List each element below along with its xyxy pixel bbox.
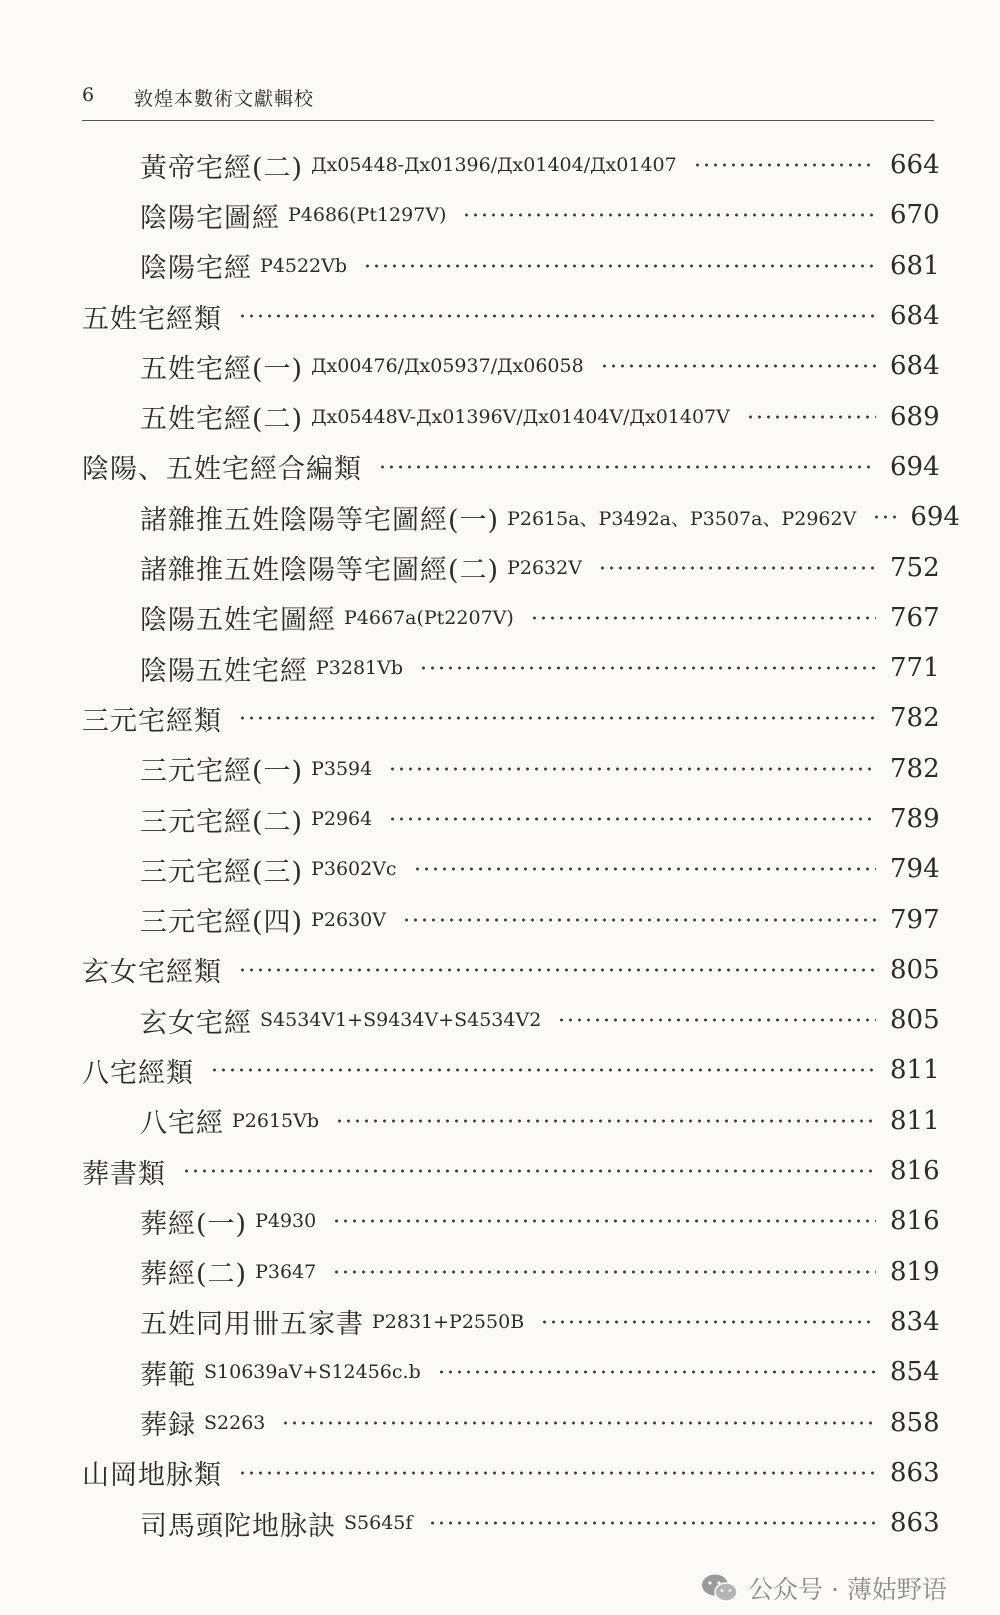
dot-leader (598, 566, 876, 570)
dot-leader (332, 1270, 876, 1274)
entry-page-number: 670 (890, 200, 940, 231)
manuscript-code: P3281Vb (316, 657, 404, 680)
dot-leader (335, 1119, 876, 1123)
entry-title: 三元宅經(二) (140, 806, 304, 838)
entry-page-number: 789 (890, 804, 940, 834)
entry-page-number: 854 (890, 1357, 940, 1388)
dot-leader (238, 968, 876, 972)
entry-title: 葬經(一) (140, 1208, 248, 1240)
entry-title: 玄女宅經類 (82, 957, 222, 989)
manuscript-code: P2632V (507, 556, 582, 579)
entry-title: 陰陽、五姓宅經合編類 (82, 454, 362, 486)
entry-title: 五姓宅經(一) (140, 353, 304, 385)
dot-leader (210, 1068, 876, 1072)
toc-section-entry (82, 1045, 940, 1095)
toc-section-entry (82, 291, 940, 341)
manuscript-code: P3647 (255, 1260, 317, 1283)
entry-page-number: 684 (890, 351, 940, 382)
entry-title: 八宅經 (140, 1108, 224, 1140)
entry-title: 葬書類 (82, 1158, 166, 1190)
toc-entry (82, 241, 940, 291)
entry-page-number: 794 (890, 854, 940, 885)
table-of-contents (82, 140, 960, 1548)
dot-leader (530, 616, 876, 620)
entry-page-number: 816 (890, 1156, 940, 1187)
dot-leader (402, 918, 876, 922)
toc-entry (82, 1196, 940, 1246)
entry-title: 司馬頭陀地脉訣 (140, 1510, 336, 1542)
entry-page-number: 863 (890, 1457, 940, 1488)
watermark-text: 公众号 · 薄姑野语 (748, 1575, 947, 1604)
toc-entry (82, 894, 940, 944)
toc-entry (82, 844, 940, 894)
entry-title: 八宅經類 (82, 1057, 194, 1089)
entry-page-number: 694 (910, 502, 960, 533)
toc-section-entry (82, 1146, 940, 1196)
manuscript-code: S5645f (344, 1512, 413, 1535)
entry-title: 山岡地脉類 (82, 1460, 222, 1492)
running-header (82, 84, 934, 121)
manuscript-code: Дx05448V-Дx01396V/Дx01404V/Дx01407V (311, 405, 730, 428)
manuscript-code: P3602Vc (311, 858, 397, 881)
dot-leader (557, 1018, 876, 1022)
dot-leader (693, 163, 876, 167)
manuscript-code: P4522Vb (260, 254, 348, 277)
dot-leader (182, 1169, 876, 1173)
entry-page-number: 858 (890, 1407, 940, 1438)
entry-title: 陰陽宅經 (140, 253, 252, 285)
entry-page-number: 782 (890, 753, 940, 784)
manuscript-code: P2831+P2550B (372, 1310, 525, 1333)
entry-title: 陰陽五姓宅圖經 (140, 605, 336, 637)
book-title: 敦煌本數術文獻輯校 (134, 88, 315, 110)
manuscript-code: P2630V (311, 908, 386, 931)
toc-entry (82, 1397, 940, 1447)
toc-entry (82, 1247, 940, 1297)
entry-title: 三元宅經(一) (140, 756, 304, 788)
entry-page-number: 694 (890, 451, 940, 482)
dot-leader (238, 1471, 876, 1475)
entry-title: 葬録 (140, 1410, 196, 1442)
dot-leader (363, 264, 876, 268)
toc-entry (82, 744, 940, 794)
dot-leader (437, 1370, 876, 1374)
watermark (700, 1568, 947, 1608)
entry-page-number: 819 (890, 1256, 940, 1287)
entry-title: 五姓宅經(二) (140, 404, 304, 436)
entry-title: 三元宅經(三) (140, 856, 304, 888)
dot-leader (419, 666, 876, 670)
manuscript-code: S4534V1+S9434V+S4534V2 (260, 1009, 542, 1032)
entry-title: 三元宅經(四) (140, 907, 304, 939)
entry-page-number: 684 (890, 301, 940, 332)
entry-title: 諸雜推五姓陰陽等宅圖經(二) (140, 555, 500, 587)
entry-page-number: 689 (890, 401, 940, 432)
dot-leader (540, 1320, 876, 1324)
toc-entry (82, 593, 940, 643)
manuscript-code: P2615a、P3492a、P3507a、P2962V (507, 507, 857, 530)
toc-section-entry (82, 945, 940, 995)
entry-title: 葬範 (140, 1359, 196, 1391)
toc-entry (82, 140, 940, 190)
toc-entry (82, 995, 940, 1045)
entry-title: 三元宅經類 (82, 705, 222, 737)
entry-title: 五姓宅經類 (82, 303, 222, 335)
entry-title: 諸雜推五姓陰陽等宅圖經(一) (140, 504, 500, 536)
entry-page-number: 816 (890, 1206, 940, 1237)
dot-leader (746, 415, 876, 419)
toc-entry (82, 1297, 940, 1347)
entry-page-number: 863 (890, 1508, 940, 1539)
toc-entry (82, 341, 940, 391)
toc-entry (82, 1096, 940, 1146)
manuscript-code: P4686(Pt1297V) (288, 204, 447, 227)
entry-page-number: 811 (890, 1105, 940, 1136)
manuscript-code: S2263 (204, 1411, 266, 1434)
toc-entry (82, 1498, 940, 1548)
toc-entry (82, 190, 940, 240)
entry-title: 玄女宅經 (140, 1007, 252, 1039)
toc-section-entry (82, 1448, 940, 1498)
toc-section-entry (82, 442, 940, 492)
dot-leader (378, 465, 876, 469)
dot-leader (238, 716, 876, 720)
dot-leader (332, 1219, 876, 1223)
entry-title: 陰陽五姓宅經 (140, 655, 308, 687)
dot-leader (413, 867, 876, 871)
entry-page-number: 767 (890, 602, 940, 633)
manuscript-code: P3594 (311, 757, 373, 780)
entry-title: 五姓同用卌五家書 (140, 1309, 364, 1341)
dot-leader (600, 364, 876, 368)
dot-leader (238, 314, 876, 318)
page-number: 6 (82, 84, 95, 106)
toc-entry (82, 1347, 940, 1397)
entry-page-number: 752 (890, 552, 940, 583)
entry-page-number: 771 (890, 653, 940, 684)
entry-page-number: 805 (890, 1005, 940, 1036)
dot-leader (428, 1521, 876, 1525)
manuscript-code: P4667a(Pt2207V) (344, 606, 514, 629)
entry-page-number: 782 (890, 703, 940, 734)
toc-section-entry (82, 693, 940, 743)
toc-entry (82, 794, 940, 844)
manuscript-code: P2615Vb (232, 1109, 320, 1132)
entry-title: 黃帝宅經(二) (140, 152, 304, 184)
dot-leader (281, 1421, 876, 1425)
wechat-icon (700, 1572, 740, 1604)
manuscript-code: Дx00476/Дx05937/Дx06058 (311, 355, 584, 378)
entry-page-number: 834 (890, 1306, 940, 1337)
dot-leader (388, 767, 876, 771)
toc-entry (82, 542, 940, 592)
entry-page-number: 797 (890, 904, 940, 935)
entry-title: 葬經(二) (140, 1259, 248, 1291)
dot-leader (388, 817, 876, 821)
dot-leader (872, 515, 896, 519)
toc-entry (82, 492, 960, 542)
entry-page-number: 664 (890, 150, 940, 181)
entry-page-number: 805 (890, 954, 940, 985)
toc-entry (82, 643, 940, 693)
entry-page-number: 681 (890, 250, 940, 281)
manuscript-code: S10639aV+S12456c.b (204, 1361, 421, 1384)
entry-title: 陰陽宅圖經 (140, 202, 280, 234)
manuscript-code: P2964 (311, 808, 373, 830)
manuscript-code: Дx05448-Дx01396/Дx01404/Дx01407 (311, 154, 677, 177)
dot-leader (462, 213, 876, 217)
entry-page-number: 811 (890, 1055, 940, 1086)
toc-entry (82, 391, 940, 441)
manuscript-code: P4930 (255, 1210, 317, 1233)
